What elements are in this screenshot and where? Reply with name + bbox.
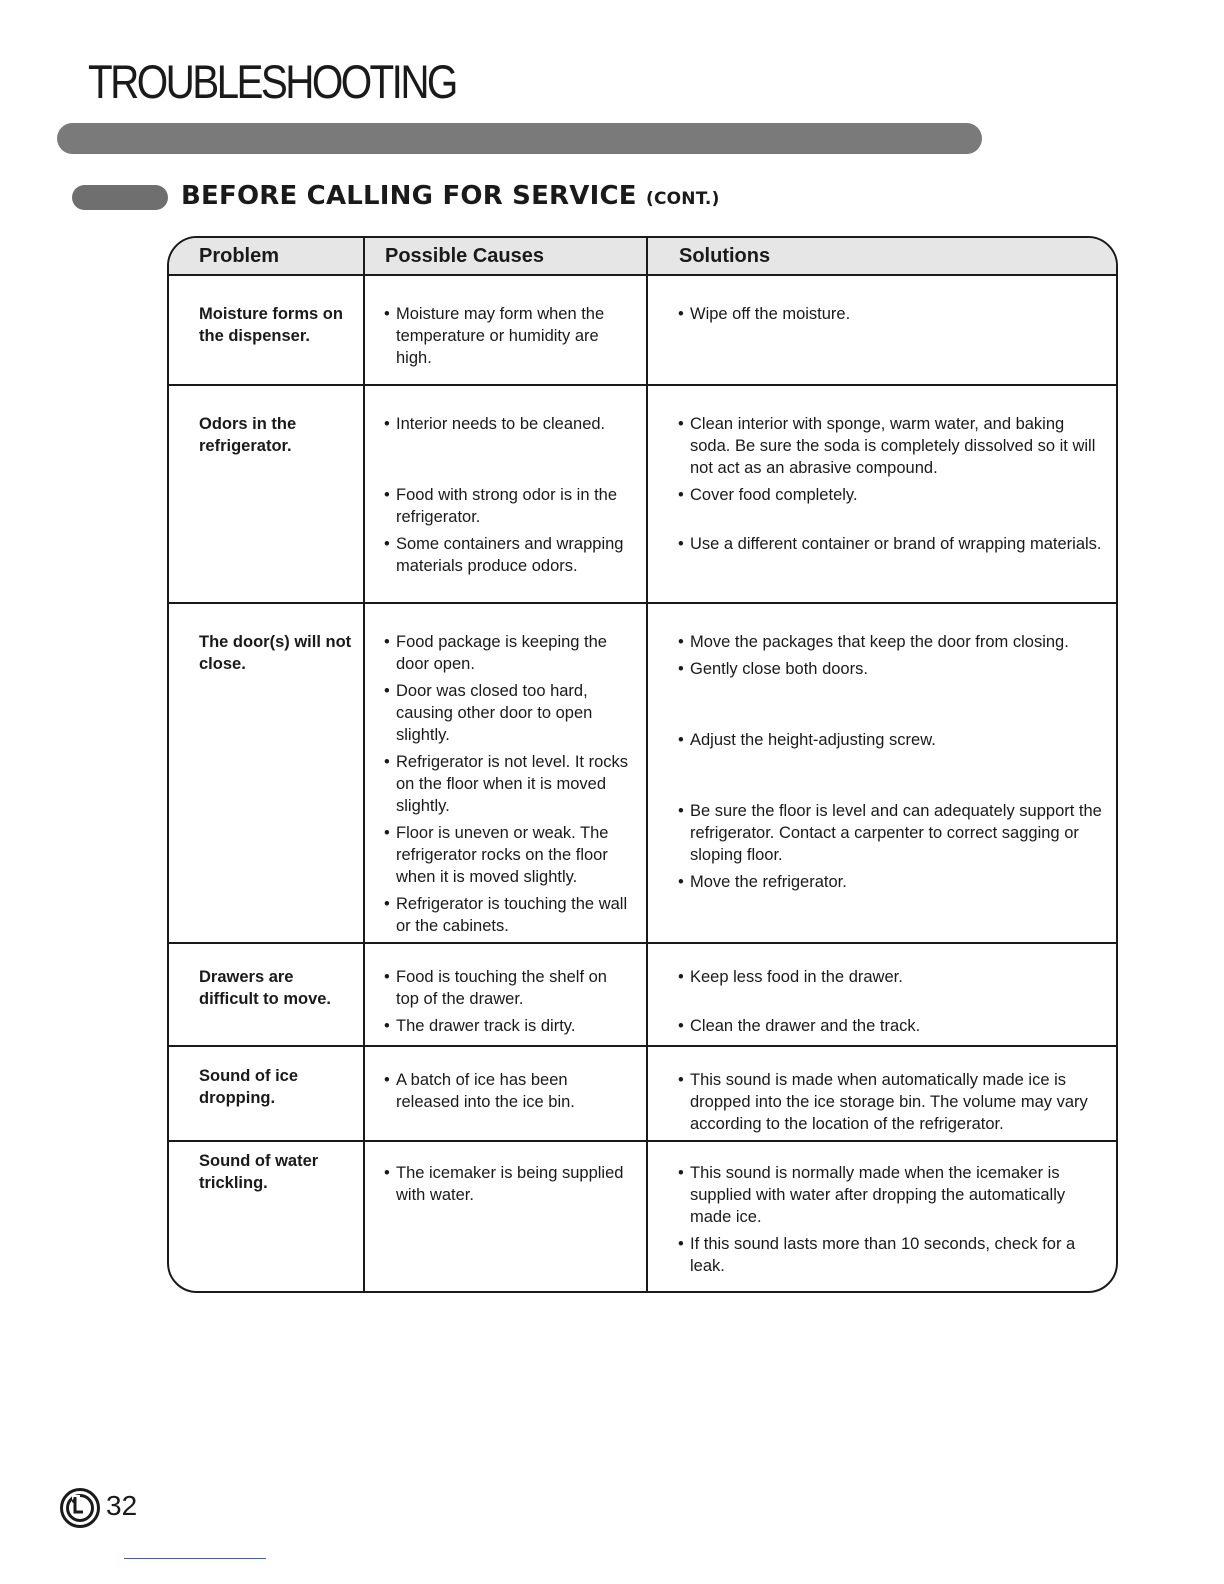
problem-cell: Drawers are difficult to move.: [169, 943, 364, 1046]
cause-item: • Moisture may form when the temperature or humidity are high.: [384, 303, 634, 369]
cause-item: • A batch of ice has been released into the ice bin.: [384, 1069, 634, 1113]
troubleshooting-table: [167, 236, 1118, 1293]
problem-cell: Sound of water trickling.: [199, 1152, 319, 1192]
table-row: [169, 943, 1116, 1046]
causes-cell: [364, 943, 647, 1046]
table-row: [169, 385, 1116, 603]
section-pill: [72, 185, 168, 210]
lg-logo-icon: [60, 1488, 100, 1528]
solution-item: • Adjust the height-adjusting screw.: [678, 729, 1104, 751]
cause-item: • Refrigerator is not level. It rocks on the floor when it is moved slightly.: [384, 751, 634, 817]
page-number: 32: [106, 1490, 138, 1521]
solution-item: • This sound is made when automatically made ice is dropped into the ice storage bin. The volume may vary according to the location of the refrigerator.: [678, 1069, 1104, 1135]
section-suffix: (CONT.): [645, 189, 720, 209]
solution-item: • Wipe off the moisture.: [678, 303, 1104, 325]
problem-cell: Sound of ice dropping.: [169, 1046, 364, 1141]
solutions-cell: [647, 1046, 1116, 1141]
cause-item: • Some containers and wrapping materials produce odors.: [384, 533, 634, 577]
solutions-cell: [647, 943, 1116, 1046]
table-row: [169, 603, 1116, 943]
solutions-cell: [647, 385, 1116, 603]
cause-item: • The icemaker is being supplied with water.: [384, 1162, 634, 1206]
solution-item: • Move the refrigerator.: [678, 871, 1104, 893]
causes-cell: [364, 1046, 647, 1141]
solution-item: • This sound is normally made when the icemaker is supplied with water after dropping the automatically made ice.: [678, 1162, 1104, 1228]
header-problem: Problem: [169, 238, 364, 275]
cause-item: • Food with strong odor is in the refrigerator.: [384, 484, 634, 528]
section-title: BEFORE CALLING FOR SERVICE: [181, 181, 637, 211]
footer-line: [124, 1558, 266, 1559]
table-header-row: [169, 238, 1116, 275]
problem-cell: Moisture forms on the dispenser.: [169, 275, 364, 385]
solution-item: • Keep less food in the drawer.: [678, 966, 1104, 988]
solution-item: • Use a different container or brand of wrapping materials.: [678, 533, 1104, 555]
cause-item: • Refrigerator is touching the wall or the cabinets.: [384, 893, 634, 937]
cause-item: • Interior needs to be cleaned.: [384, 413, 634, 435]
solutions-cell: [647, 603, 1116, 943]
causes-cell: [364, 603, 647, 943]
solution-item: • Cover food completely.: [678, 484, 1104, 506]
solution-item: • If this sound lasts more than 10 seconds, check for a leak.: [678, 1233, 1104, 1277]
section-heading: [181, 180, 720, 214]
table-row: [169, 1046, 1116, 1141]
cause-item: • The drawer track is dirty.: [384, 1015, 634, 1037]
table-row: [169, 275, 1116, 385]
problem-cell: Odors in the refrigerator.: [169, 385, 364, 603]
solutions-cell: [647, 275, 1116, 385]
table-row: [169, 1141, 1116, 1291]
header-solutions: Solutions: [647, 238, 1116, 275]
solution-item: • Be sure the floor is level and can adequately support the refrigerator. Contact a carpenter to correct sagging or sloping floor.: [678, 800, 1104, 866]
problem-cell: The door(s) will not close.: [169, 603, 364, 943]
solution-item: • Clean the drawer and the track.: [678, 1015, 1104, 1037]
cause-item: • Door was closed too hard, causing other door to open slightly.: [384, 680, 634, 746]
title-bar: [57, 123, 982, 154]
cause-item: • Floor is uneven or weak. The refrigerator rocks on the floor when it is moved slightly.: [384, 822, 634, 888]
solution-item: • Move the packages that keep the door from closing.: [678, 631, 1104, 653]
causes-cell: [364, 385, 647, 603]
cause-item: • Food package is keeping the door open.: [384, 631, 634, 675]
page-title: TROUBLESHOOTING: [88, 55, 456, 108]
cause-item: • Food is touching the shelf on top of the drawer.: [384, 966, 634, 1010]
solution-item: • Clean interior with sponge, warm water, and baking soda. Be sure the soda is completely dissolved so it will not act as an abrasive compound.: [678, 413, 1104, 479]
causes-cell: [364, 275, 647, 385]
solution-item: • Gently close both doors.: [678, 658, 1104, 680]
solutions-cell: [647, 1141, 1116, 1291]
causes-cell: [364, 1141, 647, 1291]
header-causes: Possible Causes: [364, 238, 647, 275]
